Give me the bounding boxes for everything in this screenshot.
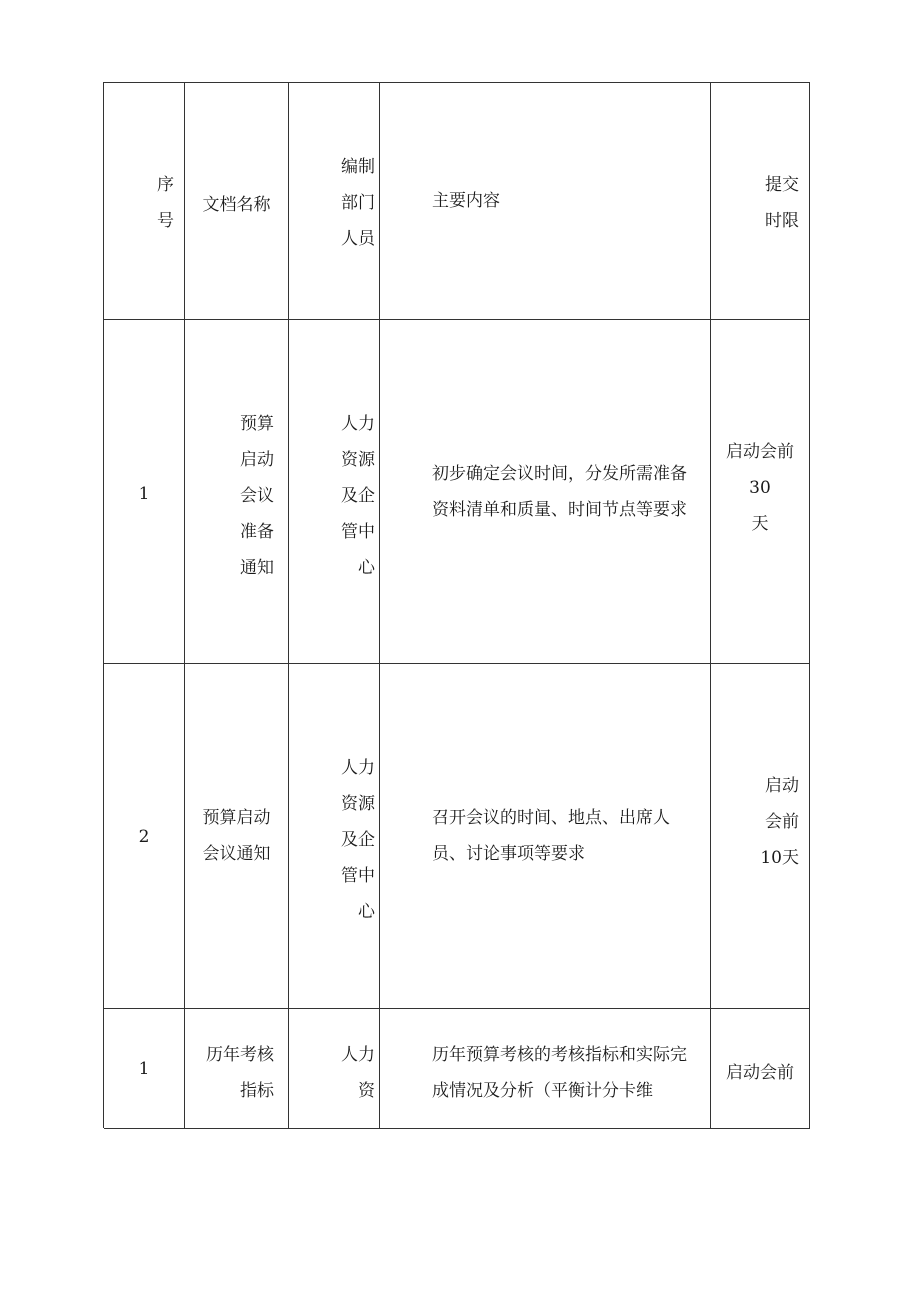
row1-content-text: 初步确定会议时间，分发所需准备 资料清单和质量、时间节点等要求 — [432, 464, 687, 520]
header-cell-dept — [289, 83, 380, 320]
header-content-text: 主要内容 — [432, 191, 500, 211]
row1-cell-seq — [104, 320, 185, 664]
row1-cell-deadline — [711, 320, 810, 664]
row1-cell-dept — [289, 320, 380, 664]
row3-cell-doc-name — [185, 1009, 289, 1129]
row1-dept-text: 人力 资源 及企 管中 心 — [341, 414, 375, 578]
row2-dept-text: 人力 资源 及企 管中 心 — [341, 758, 375, 922]
row3-dept-text: 人力 资 — [341, 1045, 375, 1101]
row2-cell-doc-name — [185, 664, 289, 1009]
header-cell-seq — [104, 83, 185, 320]
row2-cell-content — [380, 664, 711, 1009]
row1-deadline-text: 启动会前 30 天 — [726, 442, 794, 534]
row3-content-text: 历年预算考核的考核指标和实际完 成情况及分析（平衡计分卡维 — [432, 1045, 687, 1101]
row2-seq-text: 2 — [138, 827, 150, 847]
header-cell-doc-name — [185, 83, 289, 320]
row3-cell-content — [380, 1009, 711, 1129]
row3-seq-text: 1 — [138, 1059, 150, 1079]
row1-cell-doc-name — [185, 320, 289, 664]
row1-doc-name-text: 预算 启动 会议 准备 通知 — [240, 414, 274, 578]
header-cell-content — [380, 83, 711, 320]
header-dept-text: 编制 部门 人员 — [341, 157, 375, 249]
row2-cell-seq — [104, 664, 185, 1009]
header-deadline-text: 提交 时限 — [765, 175, 799, 231]
header-doc-name-text: 文档名称 — [202, 195, 271, 215]
header-seq-text: 序 号 — [157, 175, 174, 231]
row2-content-text: 召开会议的时间、地点、出席人 员、讨论事项等要求 — [432, 808, 670, 864]
row3-cell-seq — [104, 1009, 185, 1129]
row3-cell-dept — [289, 1009, 380, 1129]
table-row — [104, 664, 810, 1009]
table-header-row — [104, 83, 810, 320]
row2-cell-dept — [289, 664, 380, 1009]
row1-cell-content — [380, 320, 711, 664]
row1-seq-text: 1 — [138, 484, 150, 504]
row2-deadline-text: 启动 会前 10天 — [760, 776, 799, 868]
row2-doc-name-text: 预算启动 会议通知 — [202, 808, 271, 864]
row2-cell-deadline — [711, 664, 810, 1009]
table-row — [104, 320, 810, 664]
row3-cell-deadline — [711, 1009, 810, 1129]
header-cell-deadline — [711, 83, 810, 320]
document-table — [103, 82, 810, 1128]
row3-doc-name-text: 历年考核 指标 — [206, 1045, 274, 1101]
row3-deadline-text: 启动会前 — [726, 1063, 794, 1083]
table-row — [104, 1009, 810, 1129]
